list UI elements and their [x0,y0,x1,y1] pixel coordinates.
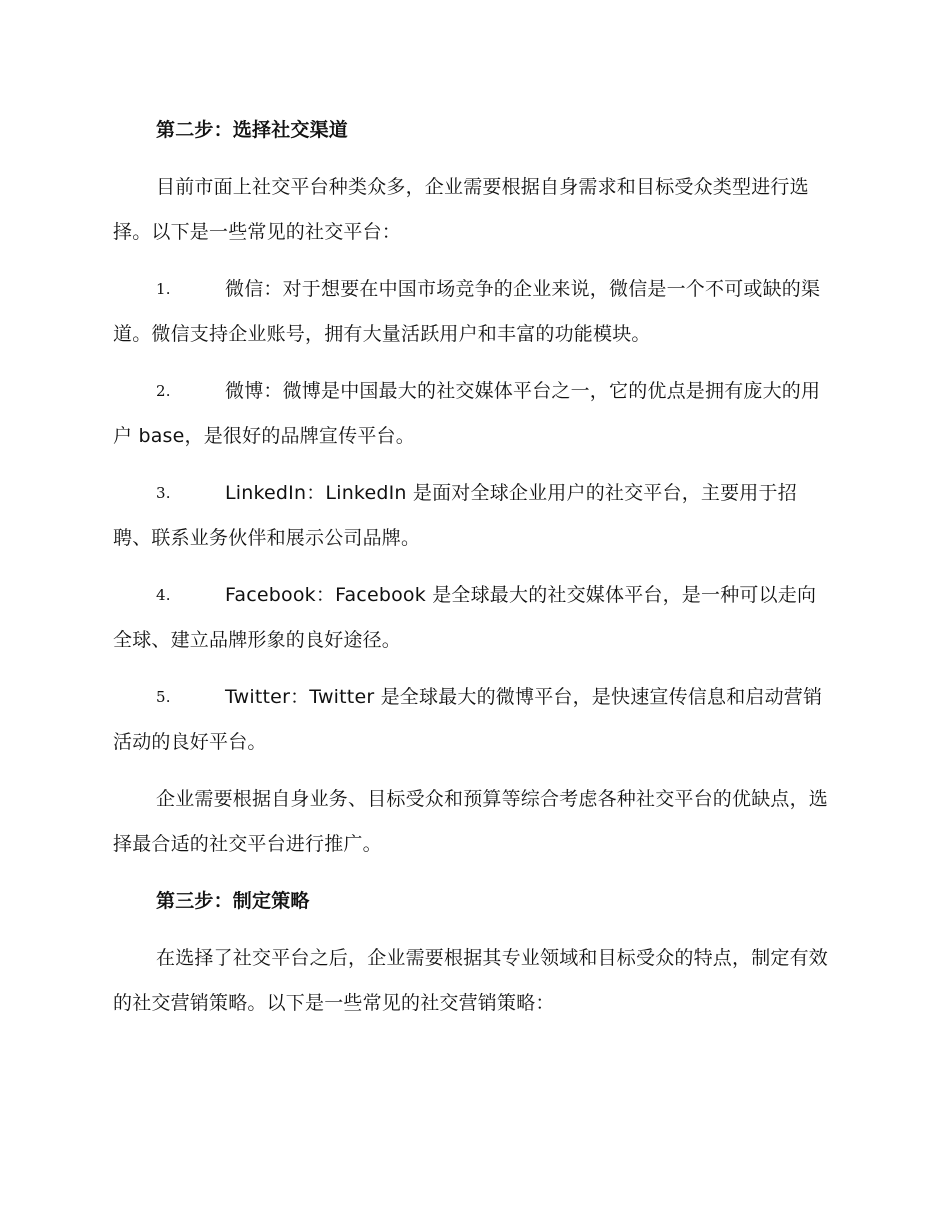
document-body [113,108,835,1038]
list-item-text: 微博：微博是中国最大的社交媒体平台之一，它的优点是拥有庞大的用户 base，是很好的品牌宣传平台。 [113,380,821,447]
list-item [113,267,835,357]
list-item-number: 1. [156,280,171,298]
section-conclusion-paragraph: 企业需要根据自身业务、目标受众和预算等综合考虑各种社交平台的优缺点，选择最合适的社交平台进行推广。 [113,788,829,855]
list-item [113,573,835,663]
list-item-number: 2. [156,382,171,400]
list-item [113,471,835,561]
section-heading-step-2: 第二步：选择社交渠道 [156,119,349,141]
list-item-text: Twitter：Twitter 是全球最大的微博平台，是快速宣传信息和启动营销活动的良好平台。 [113,686,823,753]
list-item-text: LinkedIn：LinkedIn 是面对全球企业用户的社交平台，主要用于招聘、联系业务伙伴和展示公司品牌。 [113,482,797,549]
list-item-number: 4. [156,586,171,604]
list-item-text: 微信：对于想要在中国市场竞争的企业来说，微信是一个不可或缺的渠道。微信支持企业账号，拥有大量活跃用户和丰富的功能模块。 [113,278,821,345]
list-item-number: 5. [156,688,171,706]
list-item [113,675,835,765]
list-item-number: 3. [156,484,171,502]
list-item-text: Facebook：Facebook 是全球最大的社交媒体平台，是一种可以走向全球、建立品牌形象的良好途径。 [113,584,817,651]
section-heading-step-3: 第三步：制定策略 [156,890,310,912]
section-intro-paragraph: 目前市面上社交平台种类众多，企业需要根据自身需求和目标受众类型进行选择。以下是一些常见的社交平台： [113,176,809,243]
section-intro-paragraph: 在选择了社交平台之后，企业需要根据其专业领域和目标受众的特点，制定有效的社交营销策略。以下是一些常见的社交营销策略： [113,947,829,1014]
list-item [113,369,835,459]
